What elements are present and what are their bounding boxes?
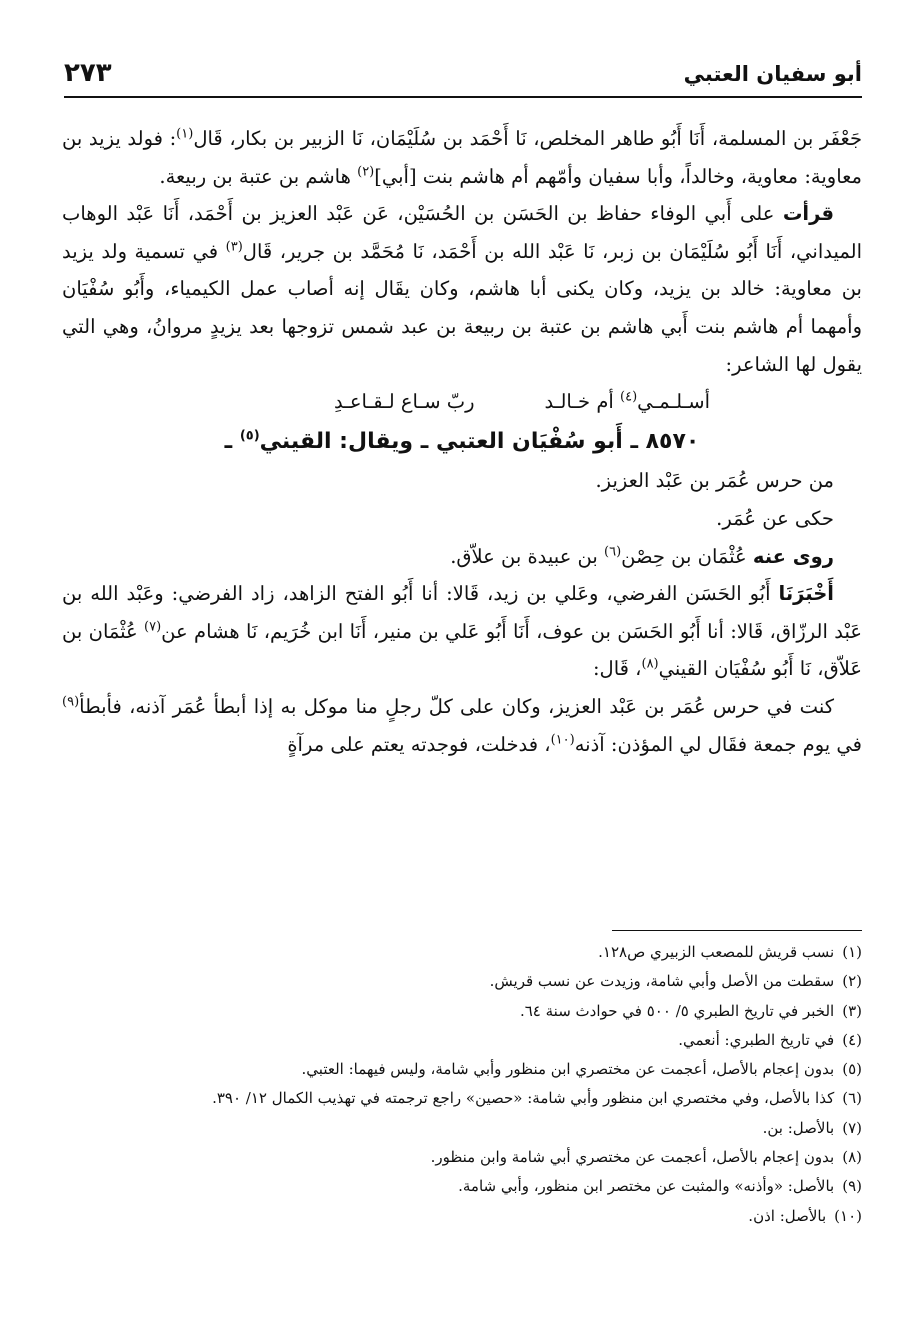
footnote-ref-7: (٧) <box>144 619 162 635</box>
footnote <box>62 967 862 996</box>
text-span: على أَبي الوفاء حفاظ بن الحَسَن بن الحُسَيْن، عَن عَبْد العزيز بن أَحْمَد، أَنَا عَبْد الوهاب الميداني، أَنَا أَبُو سُلَيْمَان بن زبر، نَا عَبْد الله بن أَحْمَد، نَا مُحَمَّد بن جرير، قَال <box>62 202 863 263</box>
footnote-number: (٣) <box>842 1001 862 1020</box>
paragraph-3: من حرس عُمَر بن عَبْد العزيز. <box>595 469 834 493</box>
text-span: ٨٥٧٠ ـ أَبو سُفْيَان العتبي ـ ويقال: القيني <box>259 428 700 454</box>
footnote-separator <box>612 930 862 931</box>
footnote-text: الخبر في تاريخ الطبري ٥/ ٥٠٠ في حوادث سنة ٦٤. <box>519 1001 835 1020</box>
footnote-number: (٤) <box>842 1030 862 1049</box>
footnote-ref-3: (٣) <box>225 239 243 255</box>
footnote-number: (٧) <box>842 1118 862 1137</box>
text-span: عُثْمَان بن عَلاّق، نَا أَبُو سُفْيَان القيني <box>62 619 862 681</box>
footnote <box>62 1114 862 1143</box>
running-title: أبو سفيان العتبي <box>683 62 862 86</box>
footnote-number: (٥) <box>842 1060 862 1079</box>
footnote-ref-6: (٦) <box>604 544 622 560</box>
footnote-text: بدون إعجام بالأصل، أعجمت عن مختصري أبي شامة وابن منظور. <box>430 1148 835 1167</box>
text-span: ـ <box>224 428 240 454</box>
text-span: ، قَال: <box>592 657 642 681</box>
footnote <box>62 1202 862 1231</box>
text-span: : فولد يزيد بن معاوية: معاوية، وخالداً، وأبا سفيان وأمّهم أم هاشم بنت [أبي] <box>62 127 862 188</box>
footnote <box>62 938 862 967</box>
footnote-number: (١) <box>842 943 862 961</box>
footnote-number: (٨) <box>842 1148 862 1167</box>
footnote <box>62 1055 862 1084</box>
footnote-number: (١٠) <box>834 1206 862 1225</box>
footnote <box>62 1143 862 1172</box>
footnote-ref-8: (٨) <box>641 656 659 672</box>
page-number: ٢٧٣ <box>64 58 112 88</box>
footnote-ref-5: (٥) <box>239 428 260 444</box>
footnote-text: سقطت من الأصل وأبي شامة، وزيدت عن نسب قريش. <box>489 972 835 991</box>
footnote <box>62 1172 862 1201</box>
footnote-text: كذا بالأصل، وفي مختصري ابن منظور وأبي شامة: «حصين» راجع ترجمته في تهذيب الكمال ١٢/ ٣٩٠. <box>212 1089 835 1108</box>
text-span: هاشم بن عتبة بن ربيعة. <box>159 164 358 188</box>
footnotes <box>62 938 862 1231</box>
lead-word: روى عنه <box>752 544 834 568</box>
page-header <box>64 58 862 98</box>
text-span: بن عبيدة بن علاّق. <box>450 544 604 568</box>
paragraph-4: حكى عن عُمَر. <box>716 506 834 530</box>
text-span: في يوم جمعة فقَال لي المؤذن: آذنه <box>574 732 862 756</box>
paragraph-1 <box>62 120 862 195</box>
footnote-text: بالأصل: اذن. <box>748 1206 827 1225</box>
footnote-text: بالأصل: «وأذنه» والمثبت عن مختصر ابن منظور، وأبي شامة. <box>458 1177 835 1196</box>
footnote <box>62 997 862 1026</box>
footnote-ref-10: (١٠) <box>550 732 575 747</box>
paragraph-5 <box>62 538 862 576</box>
footnote-text: بالأصل: بن. <box>762 1118 835 1137</box>
lead-word: أَخْبَرَنَا <box>778 582 834 606</box>
text-span: أم خـالـد <box>544 390 621 414</box>
text-span: كنت في حرس عُمَر بن عَبْد العزيز، وكان على كلّ رجلٍ منا موكل به إذا أبطأ عُمَر آذنه، فأبطأ <box>79 694 834 718</box>
text-span: عُثْمَان بن حِصْن <box>621 544 753 568</box>
footnote-number: (٢) <box>842 972 862 991</box>
footnote-ref-1: (١) <box>176 126 194 142</box>
footnote-number: (٦) <box>842 1089 862 1108</box>
footnote-text: نسب قريش للمصعب الزبيري ص١٢٨. <box>598 943 835 961</box>
paragraph-6 <box>62 575 862 688</box>
footnote-text: بدون إعجام بالأصل، أعجمت عن مختصري ابن منظور وأبي شامة، وليس فيهما: العتبي. <box>301 1060 835 1079</box>
footnote-number: (٩) <box>842 1177 862 1196</box>
text-span: أَبُو الحَسَن الفرضي، وعَلي بن زيد، قَالا: أنا أَبُو الفتح الزاهد، زاد الفرضي: وعَبْد الله بن عَبْد الرزّاق، قَالا: أنا أَبُو الحَسَن بن عوف، أَنَا أَبُو عَلي بن منير، أَنَا ابن خُرَيم، نَا هشام عن <box>62 582 862 643</box>
footnote-ref-2: (٢) <box>357 164 375 180</box>
text-span: في تسمية ولد يزيد بن معاوية: خالد بن يزيد، وكان يكنى أبا هاشم، وكان يقَال إنه أصاب عمل الكيمياء، وأَبُو سُفْيَان وأمهما أم هاشم بنت أَبي هاشم بن عتبة بن ربيعة بن عبد شمس تزوجها بعد يزيدٍ مروانُ، وهي التي يقول لها الشاعر: <box>62 239 862 376</box>
paragraph-2 <box>62 195 862 383</box>
footnote <box>62 1026 862 1055</box>
main-text <box>62 120 862 763</box>
footnote-ref-9: (٩) <box>62 694 80 710</box>
entry-heading <box>62 423 862 461</box>
text-span: أسـلـمـي <box>637 390 711 414</box>
text-span: جَعْفَر بن المسلمة، أَنَا أَبُو طاهر المخلص، نَا أَحْمَد بن سُلَيْمَان، نَا الزبير بن بكار، قَال <box>193 127 862 150</box>
lead-word: قرأت <box>782 202 834 226</box>
verse-hemistich-1 <box>545 383 711 421</box>
footnote-text: في تاريخ الطبري: أنعمي. <box>678 1030 835 1049</box>
paragraph-7 <box>62 688 862 763</box>
poetry-verse <box>62 383 862 421</box>
text-span: ، فدخلت، فوجدته يعتم على مرآةٍ <box>287 732 551 756</box>
footnote <box>62 1084 862 1113</box>
verse-hemistich-2: ربّ سـاع لـقـاعـدِ <box>333 390 475 414</box>
footnote-ref-4: (٤) <box>620 389 638 405</box>
